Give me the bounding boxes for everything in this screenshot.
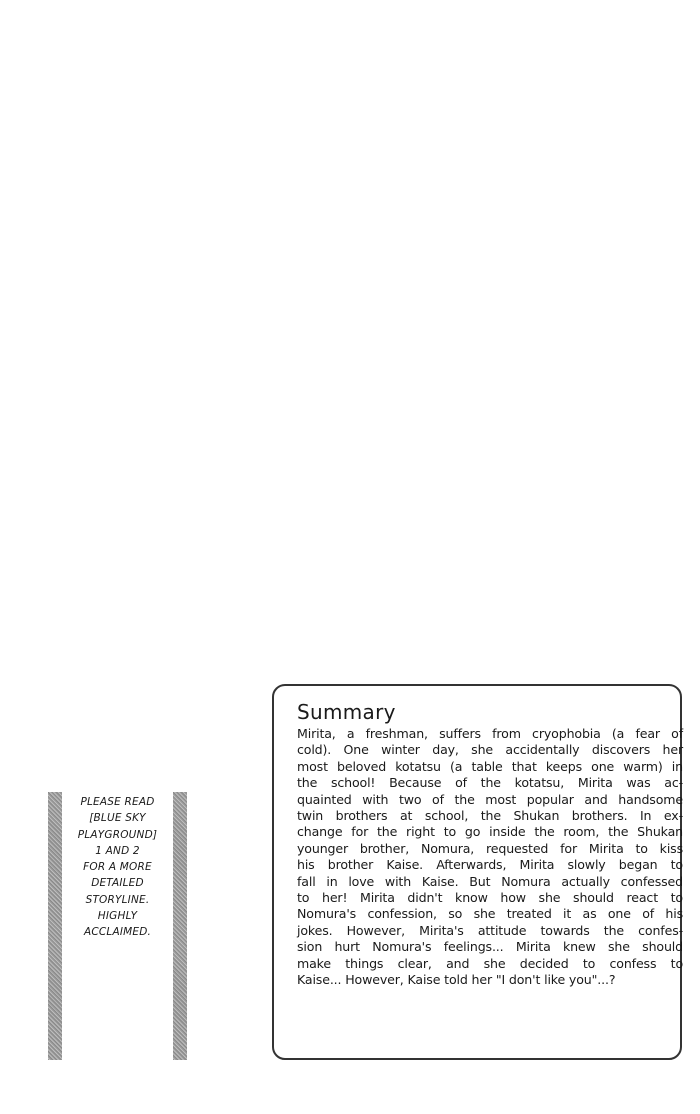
summary-line: his brother Kaise. Afterwards, Mirita slowly began to	[297, 857, 683, 873]
summary-line: change for the right to go inside the room, the Shukan	[297, 824, 683, 840]
summary-line: most beloved kotatsu (a table that keeps one warm) in	[297, 758, 683, 774]
summary-line: Mirita, a freshman, suffers from cryophobia (a fear of	[297, 726, 683, 741]
reading-note	[62, 794, 173, 941]
summary-line: to her! Mirita didn't know how she should react to	[297, 890, 683, 906]
summary-line: Nomura's confession, so she treated it as one of his	[297, 906, 683, 922]
reading-note-line: FOR A MORE	[83, 861, 152, 874]
summary-line: quainted with two of the most popular and handsome	[297, 791, 683, 807]
reading-note-line: DETAILED	[91, 877, 144, 890]
screentone-bar-left	[48, 792, 62, 1060]
summary-line: twin brothers at school, the Shukan brothers. In ex-	[297, 808, 683, 824]
reading-note-line: [BLUE SKY	[89, 812, 146, 825]
reading-note-line: PLAYGROUND]	[77, 828, 158, 841]
summary-line: make things clear, and she decided to confess to	[297, 955, 683, 971]
summary-line: younger brother, Nomura, requested for Mirita to kiss	[297, 840, 683, 856]
summary-line: the school! Because of the kotatsu, Mirita was ac-	[297, 775, 683, 791]
summary-line: jokes. However, Mirita's attitude towards the confes-	[297, 922, 683, 938]
reading-note-line: PLEASE READ	[80, 796, 155, 808]
summary-title: Summary	[297, 700, 396, 724]
reading-note-line: ACCLAIMED.	[83, 926, 152, 939]
summary-line: cold). One winter day, she accidentally discovers her	[297, 742, 683, 758]
summary-line: sion hurt Nomura's feelings... Mirita knew she should	[297, 939, 683, 955]
summary-line: fall in love with Kaise. But Nomura actually confessed	[297, 873, 683, 889]
reading-note-line: HIGHLY	[97, 910, 138, 923]
summary-text	[297, 726, 683, 989]
reading-note-line: STORYLINE.	[85, 893, 150, 906]
reading-note-line: 1 AND 2	[95, 844, 140, 857]
screentone-bar-right	[173, 792, 187, 1060]
summary-line: Kaise... However, Kaise told her "I don't like you"...?	[297, 972, 616, 988]
